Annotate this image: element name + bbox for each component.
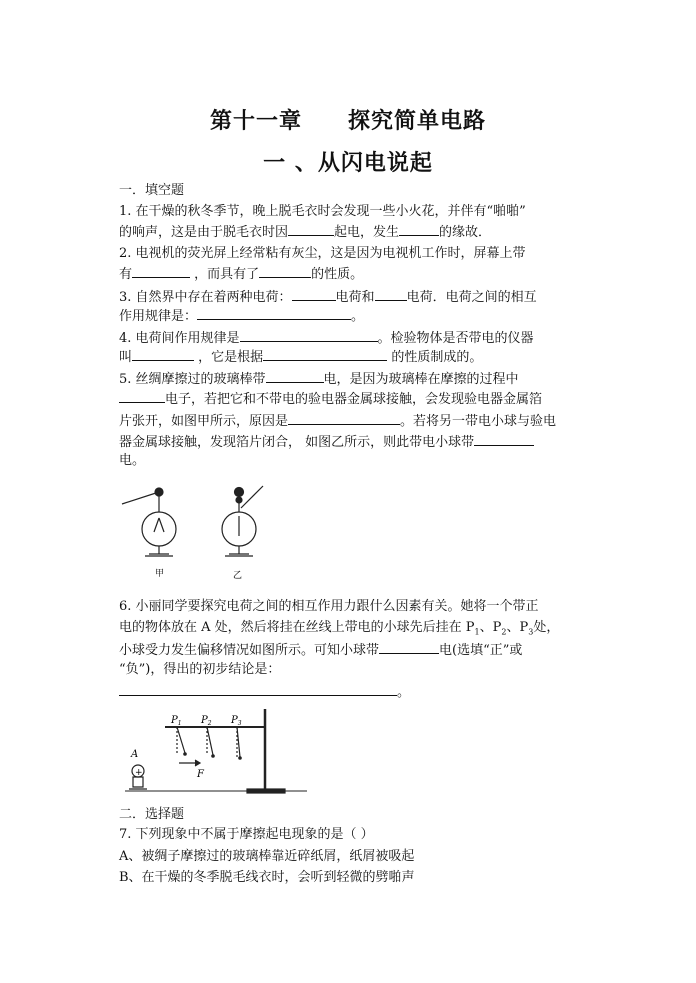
q2-line2: 有 ，而具有了 的性质。 — [119, 264, 363, 284]
chapter-title — [0, 104, 696, 135]
q1-line1: 1. 在干燥的秋冬季节，晚上脱毛衣时会发现一些小火花，并伴有“啪啪” — [119, 204, 526, 219]
q5-blank-2[interactable] — [119, 389, 165, 403]
q5-line4: 器金属球接触，发现箔片闭合， 如图乙所示，则此带电小球带 — [119, 432, 534, 452]
fill-in-heading: 一．填空题 — [119, 183, 185, 198]
q4-line2: 叫 ，它是根据 的性质制成的。 — [119, 347, 482, 367]
q4-blank-1[interactable] — [240, 328, 378, 342]
electroscope-b — [222, 486, 263, 556]
thread-p2 — [207, 727, 213, 755]
q5-line2: 电子，若把它和不带电的验电器金属球接触，会发现验电器金属箔 — [119, 389, 542, 409]
q4-blank-3[interactable] — [263, 347, 387, 361]
label-plus: + — [135, 768, 143, 778]
q7-option-a[interactable]: A、被绸子摩擦过的玻璃棒靠近碎纸屑，纸屑被吸起 — [119, 849, 415, 864]
chapter-topic: 探究简单电路 — [348, 108, 487, 134]
choice-heading: 二．选择题 — [119, 807, 185, 822]
q3-blank-3[interactable] — [197, 306, 351, 320]
section-title: 一 、从闪电说起 — [263, 150, 433, 176]
q6-line5: 。 — [119, 682, 410, 702]
q5-blank-1[interactable] — [266, 369, 324, 383]
q3-line2: 作用规律是： 。 — [119, 306, 364, 326]
q5-line3: 片张开，如图甲所示，原因是 。若将另一带电小球与验电 — [119, 411, 556, 431]
q3-blank-2[interactable] — [375, 287, 407, 301]
q5-blank-3[interactable] — [288, 411, 400, 425]
q3-line1: 3. 自然界中存在着两种电荷： 电荷和 电荷．电荷之间的相互 — [119, 287, 537, 307]
q6-line3: 小球受力发生偏移情况如图所示。可知小球带 电(选填“正”或 — [119, 640, 522, 660]
q7-option-b[interactable]: B、在干燥的冬季脱毛线衣时，会听到轻微的劈啪声 — [119, 870, 415, 885]
q2-blank-2[interactable] — [259, 264, 311, 278]
label-p2: $P_2$ — [201, 715, 212, 727]
chapter-number: 第十一章 — [209, 108, 302, 134]
q4-line1: 4. 电荷间作用规律是 。检验物体是否带电的仪器 — [119, 328, 534, 348]
q2-blank-1[interactable] — [132, 264, 190, 278]
q6-blank-2[interactable] — [119, 682, 397, 696]
thread-p1 — [177, 727, 185, 753]
q6-line2: 电的物体放在 A 处，然后将挂在丝线上带电的小球先后挂在 $P_1$、$P_2$、$P_3$处， — [119, 620, 560, 637]
q5-blank-4[interactable] — [474, 432, 534, 446]
q1-blank-2[interactable] — [399, 222, 439, 236]
q6-line4: “负”)，得出的初步结论是： — [119, 662, 281, 677]
figure-label-jia: 甲 — [155, 569, 165, 579]
electroscope-figure — [119, 484, 279, 586]
electroscope-a — [122, 488, 176, 556]
q5-line1: 5. 丝绸摩擦过的玻璃棒带 电，是因为玻璃棒在摩擦的过程中 — [119, 369, 519, 389]
q6-line1: 6. 小丽同学要探究电荷之间的相互作用力跟什么因素有关。她将一个带正 — [119, 599, 539, 614]
label-p3: $P_3$ — [231, 715, 242, 727]
q7-stem: 7. 下列现象中不属于摩擦起电现象的是（ ） — [119, 827, 374, 842]
deflection-figure — [125, 705, 311, 797]
q2-line1: 2. 电视机的荧光屏上经常粘有灰尘，这是因为电视机工作时，屏幕上带 — [119, 246, 526, 261]
q6-blank-1[interactable] — [379, 640, 439, 654]
q5-line5: 电。 — [119, 453, 146, 468]
label-a: A — [131, 749, 139, 760]
q1-line2: 的响声，这是由于脱毛衣时因 起电，发生 的缘故． — [119, 222, 491, 242]
q3-blank-1[interactable] — [292, 287, 336, 301]
figure-label-yi: 乙 — [233, 571, 243, 581]
label-force: F — [197, 769, 204, 780]
q1-blank-1[interactable] — [288, 222, 334, 236]
label-p1: $P_1$ — [171, 715, 182, 727]
q4-blank-2[interactable] — [132, 347, 194, 361]
